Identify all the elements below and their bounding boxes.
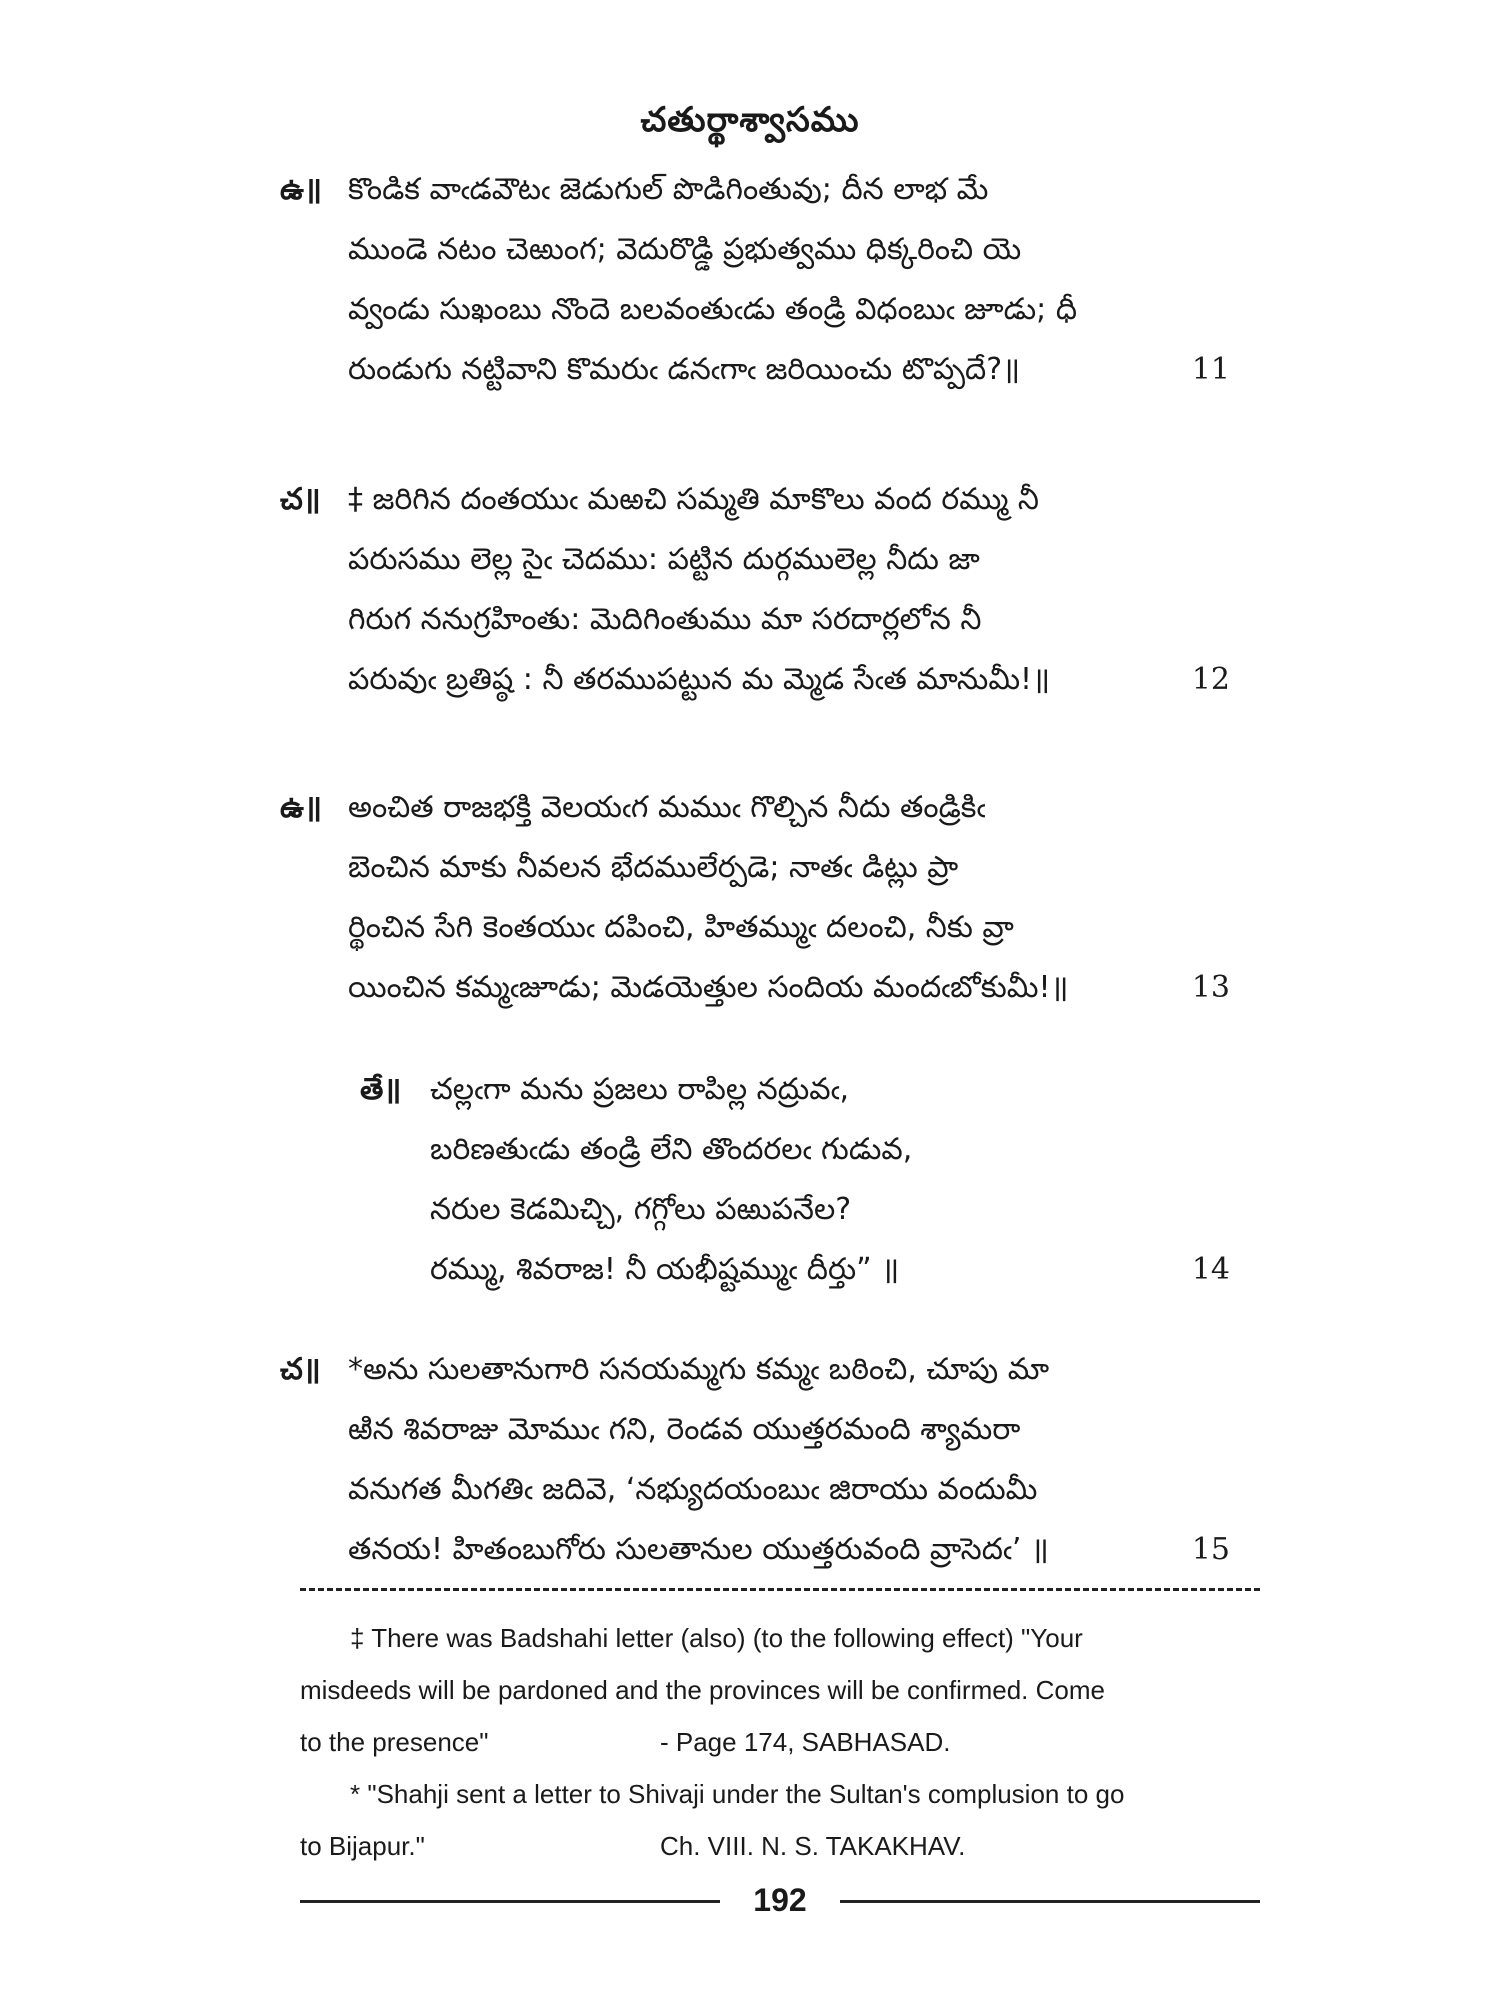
verse-text: బరిణతుఁడు తండ్రి లేని తొందరలఁ గుడువ, <box>430 1132 913 1167</box>
footer-rule-right <box>840 1900 1260 1903</box>
verse-line <box>280 838 1230 898</box>
footnote-line <box>300 1820 1260 1872</box>
footnote-text: to Bijapur." <box>300 1831 425 1861</box>
verse-line <box>280 340 1230 400</box>
verse-line <box>280 1340 1230 1400</box>
footnote-separator <box>300 1588 1260 1591</box>
verse-line <box>280 470 1230 530</box>
chapter-heading: చతుర్థాశ్వాసము <box>640 100 860 140</box>
verse-stanza-11 <box>280 160 1230 400</box>
footnote-line: * "Shahji sent a letter to Shivaji under the Sultan's complusion to go <box>350 1779 1125 1809</box>
verse-text: బెంచిన మాకు నీవలన భేదములేర్పడె; నాతఁ డిట్లు ప్రా <box>348 850 959 885</box>
verse-line <box>280 1520 1230 1580</box>
verse-stanza-12 <box>280 470 1230 710</box>
footnote-line: misdeeds will be pardoned and the provinces will be confirmed. Come <box>300 1675 1105 1705</box>
footnotes <box>300 1612 1260 1872</box>
verse-number: 15 <box>1191 1532 1230 1567</box>
footnote-text: to the presence" <box>300 1727 489 1757</box>
verse-text: అంచిత రాజభక్తి వెలయఁగ మముఁ గొల్చిన నీదు తండ్రికిఁ <box>348 790 986 825</box>
verse-number: 14 <box>1191 1252 1230 1287</box>
verse-line <box>280 1460 1230 1520</box>
verse-number: 13 <box>1191 970 1230 1005</box>
verse-line <box>280 530 1230 590</box>
footnote-source: - Page 174, SABHASAD. <box>660 1727 951 1757</box>
verse-line <box>360 1180 1230 1240</box>
verse-stanza-15 <box>280 1340 1230 1580</box>
verse-line <box>360 1240 1230 1300</box>
footnote-line <box>300 1716 1260 1768</box>
meter-label: ఉ॥ <box>280 172 322 207</box>
verse-text: ‡ జరిగిన దంతయుఁ మఱచి సమ్మతి మాకొలు వంద రమ్ము నీ <box>348 482 1039 517</box>
footer-rule-left <box>300 1900 720 1903</box>
verse-text: ఱిన శివరాజు మోముఁ గని, రెండవ యుత్తరమంది శ్యామరా <box>348 1412 1021 1447</box>
meter-label: చ॥ <box>280 1352 321 1387</box>
footnote-source: Ch. VIII. N. S. TAKAKHAV. <box>660 1831 966 1861</box>
verse-line <box>280 778 1230 838</box>
verse-stanza-13 <box>280 778 1230 1018</box>
verse-text: యించిన కమ్మఁజూడు; మెడయెత్తుల సందియ మందఁబోకుమీ!॥ <box>348 970 1069 1005</box>
verse-text: చల్లఁగా మను ప్రజలు రాపిల్ల నద్రువఁ, <box>430 1072 850 1107</box>
verse-text: పరుసము లెల్ల సైఁ చెదము: పట్టిన దుర్గములెల్ల నీదు జా <box>348 542 980 577</box>
verse-text: ర్థించిన సేగి కెంతయుఁ దపించి, హితమ్ముఁ దలంచి, నీకు వ్రా <box>348 910 1014 945</box>
meter-label: ఉ॥ <box>280 790 322 825</box>
verse-text: నరుల కెడమిచ్చి, గగ్గోలు పఱుపనేల? <box>430 1192 852 1227</box>
verse-text: పరువుఁ బ్రతిష్ఠ : నీ తరముపట్టున మ మ్మెడ సేఁత మానుమీ!॥ <box>348 662 1051 697</box>
verse-line <box>280 898 1230 958</box>
verse-line <box>280 220 1230 280</box>
verse-line <box>280 650 1230 710</box>
verse-text: వనుగత మీగతిఁ జదివె, ‘నభ్యుదయంబుఁ జిరాయు వందుమీ <box>348 1472 1038 1507</box>
verse-line <box>280 958 1230 1018</box>
meter-label: చ॥ <box>280 482 321 517</box>
verse-text: వ్వండు సుఖంబు నొందె బలవంతుఁడు తండ్రి విధంబుఁ జూడు; ధీ <box>348 292 1077 327</box>
meter-label: తే॥ <box>360 1072 402 1107</box>
verse-number: 12 <box>1191 662 1230 697</box>
verse-text: కొండిక వాఁడవౌటఁ జెడుగుల్ పొడిగింతువు; దీన లాభ మే <box>348 172 989 207</box>
verse-text: తనయ! హితంబుగోరు సులతానుల యుత్తరువంది వ్రాసెదఁ’ ॥ <box>348 1532 1049 1567</box>
footnote-line: ‡ There was Badshahi letter (also) (to the following effect) "Your <box>350 1623 1083 1653</box>
verse-text: ముండె నటం చెఱుంగ; వెదురొడ్డి ప్రభుత్వము ధిక్కరించి యె <box>348 232 1022 267</box>
verse-line <box>280 280 1230 340</box>
page-footer <box>300 1880 1260 1920</box>
verse-number: 11 <box>1191 352 1230 387</box>
verse-stanza-14 <box>360 1060 1230 1300</box>
verse-line <box>360 1060 1230 1120</box>
verse-text: రుండుగు నట్టివాని కొమరుఁ డనఁగాఁ జరియించు టొప్పదే?॥ <box>348 352 1021 387</box>
verse-line <box>280 1400 1230 1460</box>
verse-text: రమ్ము, శివరాజ! నీ యభీష్టమ్ముఁ దీర్తు” ॥ <box>430 1252 900 1287</box>
page-number: 192 <box>753 1882 807 1918</box>
verse-line <box>280 160 1230 220</box>
verse-line <box>280 590 1230 650</box>
verse-text: *అను సులతానుగారి సనయమ్మగు కమ్మఁ బఠించి, చూపు మా <box>348 1352 1050 1387</box>
verse-text: గిరుగ ననుగ్రహింతు: మెదిగింతుము మా సరదార్లలోన నీ <box>348 602 982 637</box>
verse-line <box>360 1120 1230 1180</box>
